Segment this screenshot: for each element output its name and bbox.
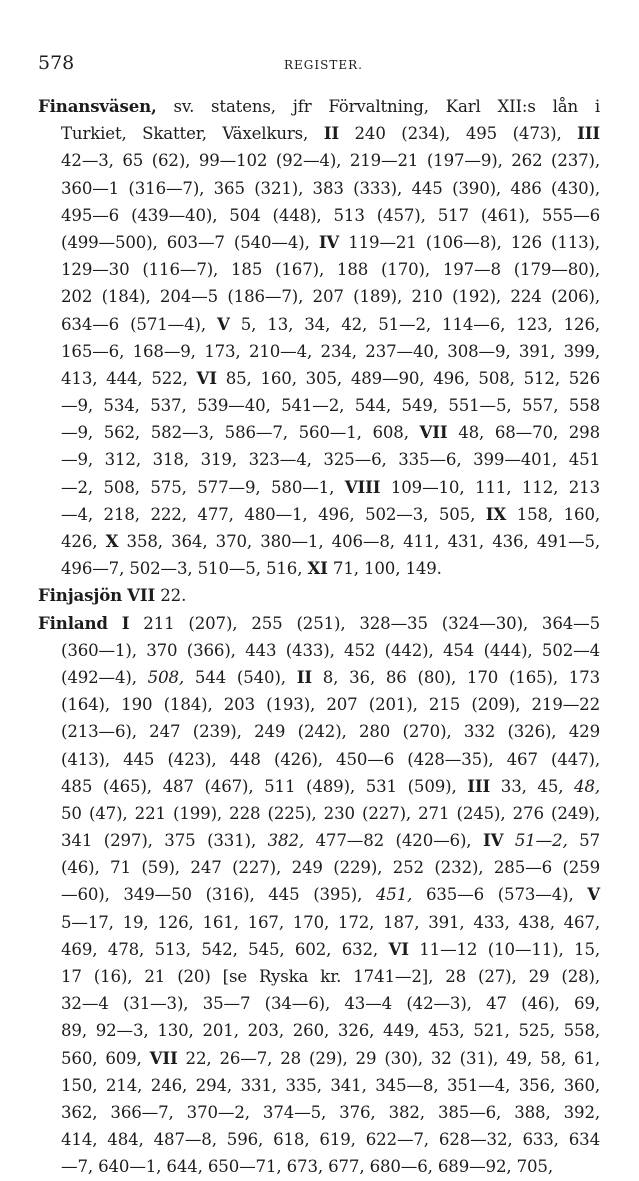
page-references: 89, 92—3, 130, 201, 203, 260, 326, 449, 453, 521, 525, 558, (61, 1021, 600, 1041)
page-references: 5—17, 19, 126, 161, 167, 170, 172, 187, 391, 433, 438, 467, (61, 912, 600, 932)
page-references: 635—6 (573—4), (412, 885, 588, 905)
page-references: (213—6), 247 (239), 249 (242), 280 (270), 332 (326), 429 (61, 722, 600, 742)
page-references: 413, 444, 522, (61, 368, 197, 388)
page-references: 71, 100, 149. (327, 559, 442, 579)
page-references: 17 (16), 21 (20) [se Ryska kr. 1741—2], 28 (27), 29 (28), (61, 967, 600, 986)
index-line (38, 963, 600, 990)
index-line (38, 283, 600, 310)
volume-numeral: V (216, 313, 230, 334)
index-entry (38, 610, 600, 1181)
volume-numeral: IX (485, 503, 507, 524)
index-line (38, 93, 600, 120)
page-references: (360—1), 370 (366), 443 (433), 452 (442), 454 (444), 502—4 (61, 640, 600, 660)
volume-numeral: II (323, 123, 339, 144)
page-references: 8, 36, 86 (80), 170 (165), 173 (311, 667, 601, 687)
page-references: 240 (234), 495 (473), (338, 124, 578, 144)
page-references: (413), 445 (423), 448 (426), 450—6 (428—35), 467 (447), (61, 749, 600, 769)
italic-page-ref: 48, (574, 776, 600, 796)
index-line (38, 773, 600, 800)
volume-numeral: X (105, 531, 119, 551)
page-references: 22, 26—7, 28 (29), 29 (30), 32 (31), 49, 58, 61, (177, 1048, 600, 1068)
index-line (38, 392, 600, 419)
page-references: 129—30 (116—7), 185 (167), 188 (170), 197—8 (179—80), (61, 260, 600, 280)
index-line (38, 881, 600, 908)
page-references (503, 831, 515, 850)
volume-numeral: VII (149, 1047, 178, 1068)
index-line (38, 936, 600, 963)
index-line (38, 1126, 600, 1153)
page-references: 414, 484, 487—8, 596, 618, 619, 622—7, 628—32, 633, 634 (61, 1130, 600, 1150)
page-references: 48, 68—70, 298 (447, 423, 600, 443)
page-references: 85, 160, 305, 489—90, 496, 508, 512, 526 (216, 368, 600, 388)
volume-numeral: V (587, 884, 600, 905)
volume-numeral: I (121, 612, 130, 633)
volume-numeral: VII (127, 585, 156, 606)
index-line (38, 474, 600, 501)
page-header (38, 52, 598, 80)
index-line (38, 256, 600, 283)
page-references: (46), 71 (59), 247 (227), 249 (229), 252 (232), 285—6 (259 (61, 858, 600, 878)
index-line (38, 501, 600, 528)
index-line (38, 555, 600, 582)
page-references: 477—82 (420—6), (303, 831, 483, 851)
index-line (38, 528, 600, 555)
italic-page-ref: 51—2, (514, 831, 568, 851)
page-references: 358, 364, 370, 380—1, 406—8, 411, 431, 436, 491—5, (118, 532, 600, 551)
index-line (38, 827, 600, 854)
volume-numeral: IV (482, 830, 504, 851)
volume-numeral: III (467, 775, 491, 796)
running-head: REGISTER. (284, 58, 363, 72)
volume-numeral: VIII (344, 476, 381, 497)
page-references: 496—7, 502—3, 510—5, 516, (61, 559, 308, 579)
page-number: 578 (38, 52, 75, 74)
index-line (38, 1072, 600, 1099)
page-references: 495—6 (439—40), 504 (448), 513 (457), 517 (461), 555—6 (61, 205, 600, 225)
page-references: 109—10, 111, 112, 213 (380, 477, 600, 497)
index-line (38, 718, 600, 745)
page-references: 544 (540), (184, 667, 297, 687)
page-references: —2, 508, 575, 577—9, 580—1, (61, 477, 345, 497)
page-references: 5, 13, 34, 42, 51—2, 114—6, 123, 126, (229, 314, 600, 334)
page-references: 485 (465), 487 (467), 511 (489), 531 (509), (61, 776, 468, 796)
index-line (38, 664, 600, 691)
index-line (38, 582, 600, 609)
page-references: 42—3, 65 (62), 99—102 (92—4), 219—21 (197—9), 262 (237), (61, 151, 600, 171)
page-references: 158, 160, (506, 504, 600, 524)
volume-numeral: IV (318, 231, 340, 252)
page-references: 165—6, 168—9, 173, 210—4, 234, 237—40, 308—9, 391, 399, (61, 341, 600, 361)
index-line (38, 446, 600, 473)
index-line (38, 1099, 600, 1126)
page-references: Turkiet, Skatter, Växelkurs, (61, 124, 324, 144)
page-references: 560, 609, (61, 1048, 150, 1068)
page-references: (492—4), (61, 667, 148, 687)
index-line (38, 691, 600, 718)
page-references: 634—6 (571—4), (61, 314, 217, 334)
page-references: 57 (567, 831, 601, 851)
volume-numeral: VI (196, 367, 217, 388)
index-line (38, 746, 600, 773)
index-line (38, 147, 600, 174)
volume-numeral: VI (388, 938, 409, 959)
page-references: 22. (155, 586, 187, 606)
index-line (38, 637, 600, 664)
page-references: —4, 218, 222, 477, 480—1, 496, 502—3, 505, (61, 504, 486, 524)
index-line (38, 311, 600, 338)
index-line (38, 1045, 600, 1072)
page-references: 360—1 (316—7), 365 (321), 383 (333), 445 (390), 486 (430), (61, 178, 600, 198)
volume-numeral: XI (307, 558, 328, 579)
page-references: 211 (207), 255 (251), 328—35 (324—30), 364—5 (129, 613, 600, 633)
index-line (38, 338, 600, 365)
index-line (38, 990, 600, 1017)
index-line (38, 909, 600, 936)
page-references (108, 614, 122, 633)
page-references: 426, (61, 532, 106, 551)
page-references: (164), 190 (184), 203 (193), 207 (201), 215 (209), 219—22 (61, 695, 600, 715)
page-references: sv. statens, jfr Förvaltning, Karl XII:s lån i (156, 97, 600, 116)
page-references: 32—4 (31—3), 35—7 (34—6), 43—4 (42—3), 47 (46), 69, (61, 994, 600, 1014)
index-entry-term: Finansväsen, (38, 96, 157, 116)
index-entry (38, 93, 600, 582)
index-line (38, 120, 600, 147)
page-references: 469, 478, 513, 542, 545, 602, 632, (61, 939, 389, 959)
index-line (38, 202, 600, 229)
page-references: 119—21 (106—8), 126 (113), (339, 232, 600, 252)
index-line (38, 365, 600, 392)
page-references: 202 (184), 204—5 (186—7), 207 (189), 210 (192), 224 (206), (61, 287, 600, 307)
italic-page-ref: 451, (375, 885, 413, 905)
index-line (38, 610, 600, 637)
index-line (38, 229, 600, 256)
index-entry-term: Finjasjön (38, 585, 123, 606)
index-line (38, 175, 600, 202)
index-entry-term: Finland (38, 612, 108, 633)
italic-page-ref: 382, (267, 831, 304, 851)
index-entry (38, 582, 600, 609)
page-references: 11—12 (10—11), 15, (408, 939, 600, 959)
index-line (38, 854, 600, 881)
index-body (38, 93, 600, 1181)
page-references: (499—500), 603—7 (540—4), (61, 232, 319, 252)
page-references: —7, 640—1, 644, 650—71, 673, 677, 680—6, 689—92, 705, (61, 1157, 553, 1177)
volume-numeral: VII (419, 422, 448, 443)
index-line (38, 419, 600, 446)
index-line (38, 800, 600, 827)
page-references: 33, 45, (490, 776, 575, 796)
volume-numeral: II (296, 666, 312, 687)
index-line (38, 1017, 600, 1044)
page-references: —9, 534, 537, 539—40, 541—2, 544, 549, 551—5, 557, 558 (61, 396, 600, 416)
page-references: 150, 214, 246, 294, 331, 335, 341, 345—8, 351—4, 356, 360, (61, 1075, 600, 1095)
page-references: 362, 366—7, 370—2, 374—5, 376, 382, 385—6, 388, 392, (61, 1102, 600, 1122)
italic-page-ref: 508, (147, 667, 185, 687)
page-references: —9, 562, 582—3, 586—7, 560—1, 608, (61, 423, 420, 443)
page-references: —60), 349—50 (316), 445 (395), (61, 885, 376, 905)
volume-numeral: III (577, 123, 600, 144)
page-references: 50 (47), 221 (199), 228 (225), 230 (227), 271 (245), 276 (249), (61, 803, 600, 823)
index-line (38, 1153, 600, 1180)
page-references: 341 (297), 375 (331), (61, 831, 268, 851)
page-references: —9, 312, 318, 319, 323—4, 325—6, 335—6, 399—401, 451 (61, 450, 600, 470)
